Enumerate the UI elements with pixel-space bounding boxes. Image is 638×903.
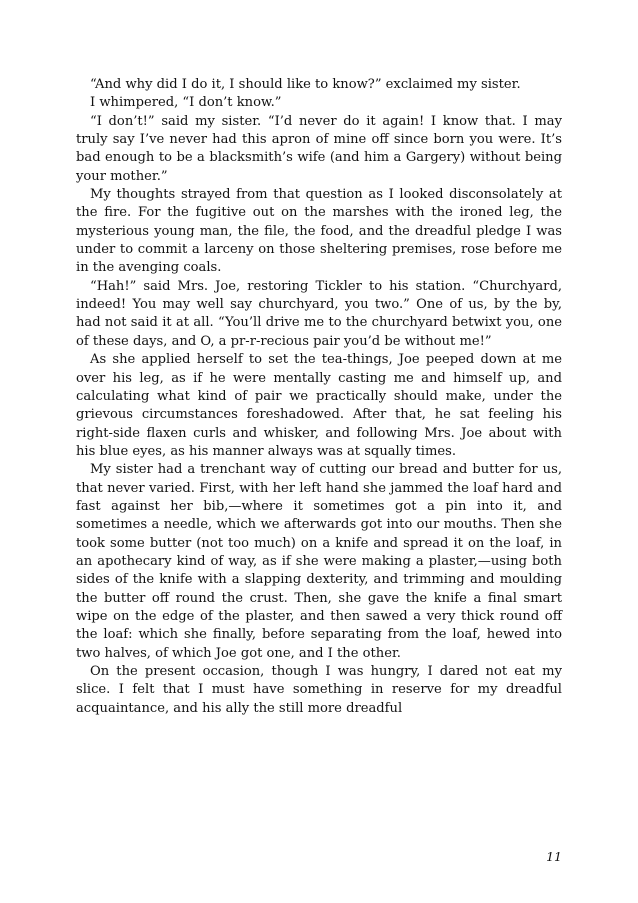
paragraph-2: I whimpered, “I don’t know.” [90,95,282,111]
page-body [76,76,562,718]
paragraph-3: “I don’t!” said my sister. “I’d never do it again! I know that. I may truly say I’ve never had this apron of mine off since born you were. It’s bad enough to be a blacksmith’s wife (and him a Gargery) without being your mother.” [76,113,562,184]
page-number: 11 [546,849,562,864]
paragraph-5: “Hah!” said Mrs. Joe, restoring Tickler to his station. “Churchyard, indeed! You may well say churchyard, you two.” One of us, by the by, had not said it at all. “You’ll drive me to the churchyard betwixt you, one of these days, and O, a pr-r-recious pair you’d be without me!” [76,278,562,349]
paragraph-7: My sister had a trenchant way of cutting our bread and butter for us, that never varied. First, with her left hand she jammed the loaf hard and fast against her bib,—where it sometimes got a pin into it, and sometimes a needle, which we afterwards got into our mouths. Then she took some butter (not too much) on a knife and spread it on the loaf, in an apothecary kind of way, as if she were making a plaster,—using both sides of the knife with a slapping dexterity, and trimming and moulding the butter off round the crust. Then, she gave the knife a final smart wipe on the edge of the plaster, and then sawed a very thick round off the loaf: which she finally, before separating from the loaf, hewed into two halves, of which Joe got one, and I the other. [76,462,562,661]
paragraph-1: “And why did I do it, I should like to know?” exclaimed my sister. [90,77,521,92]
paragraph-8: On the present occasion, though I was hungry, I dared not eat my slice. I felt that I must have something in reserve for my dreadful acquaintance, and his ally the still more dreadful [76,664,562,716]
paragraph-6: As she applied herself to set the tea-things, Joe peeped down at me over his leg, as if he were mentally casting me and himself up, and calculating what kind of pair we practically should make, under the grievous circumstances foreshadowed. After that, he sat feeling his right-side flaxen curls and whisker, and following Mrs. Joe about with his blue eyes, as his manner always was at squally times. [76,352,562,459]
paragraph-4: My thoughts strayed from that question as I looked disconsolately at the fire. For the fugitive out on the marshes with the ironed leg, the mysterious young man, the file, the food, and the dreadful pledge I was under to commit a larceny on those sheltering premises, rose before me in the avenging coals. [76,187,562,276]
